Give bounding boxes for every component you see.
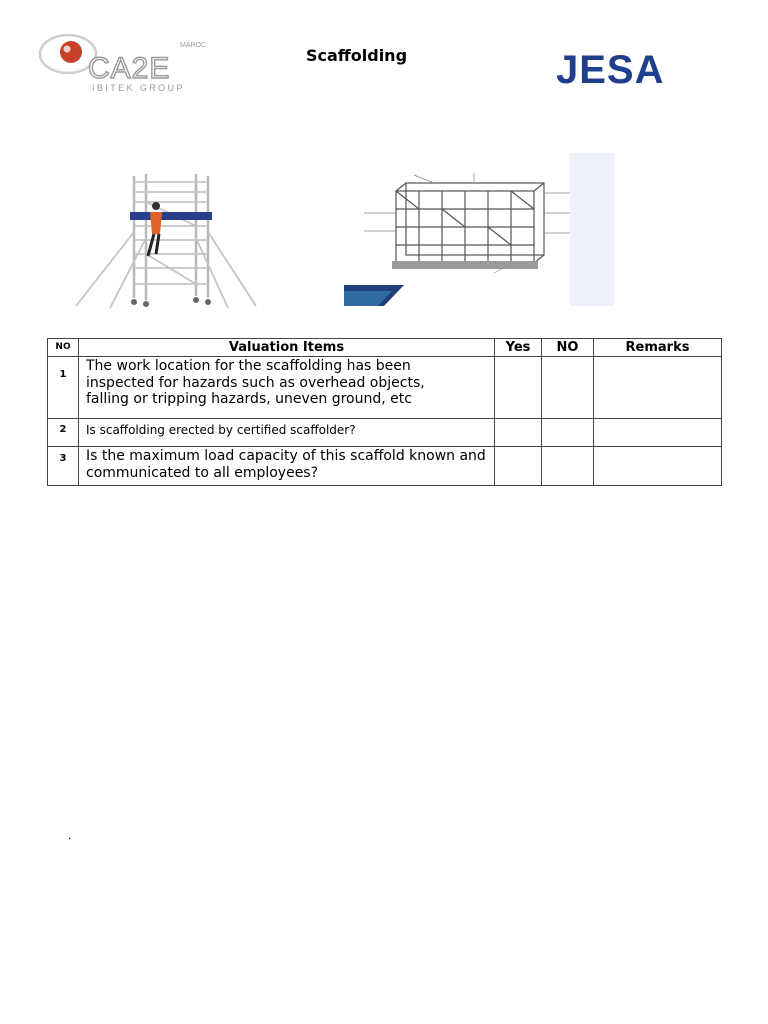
row-number: 3 <box>48 447 79 486</box>
table-row <box>48 357 722 419</box>
page-title: Scaffolding <box>306 46 408 65</box>
jesa-logo <box>556 48 712 88</box>
row-item-line: falling or tripping hazards, uneven ground, etc <box>86 391 412 407</box>
no-cell[interactable] <box>542 419 594 447</box>
ca2e-logo-tag: MAROC <box>180 42 207 49</box>
ca2e-logo-group: IBITEK GROUP <box>92 83 185 93</box>
row-item-line: communicated to all employees? <box>86 464 319 481</box>
header-no: NO <box>48 339 79 357</box>
row-item <box>79 357 495 419</box>
table-header-row <box>48 339 722 357</box>
header-yes: Yes <box>495 339 542 357</box>
remarks-cell[interactable] <box>594 447 722 486</box>
table-row <box>48 447 722 486</box>
no-cell[interactable] <box>542 447 594 486</box>
yes-cell[interactable] <box>495 357 542 419</box>
header-no-answer: NO <box>542 339 594 357</box>
row-item-line: Is scaffolding erected by certified scaffolder? <box>86 423 356 437</box>
remarks-cell[interactable] <box>594 419 722 447</box>
row-item-line: Is the maximum load capacity of this scaffold known and <box>86 448 486 464</box>
yes-cell[interactable] <box>495 419 542 447</box>
ca2e-logo-text: CA2E <box>88 52 171 85</box>
row-item <box>79 419 495 447</box>
header-valuation-items: Valuation Items <box>79 339 495 357</box>
table-row <box>48 419 722 447</box>
scaffold-tower-image <box>70 168 260 313</box>
row-item-line: The work location for the scaffolding has been <box>86 358 411 374</box>
row-number: 1 <box>48 357 79 419</box>
no-cell[interactable] <box>542 357 594 419</box>
row-item <box>79 447 495 486</box>
remarks-cell[interactable] <box>594 357 722 419</box>
scaffold-components-diagram <box>344 153 614 306</box>
checklist-table <box>47 338 722 486</box>
jesa-logo-text: JESA <box>556 48 665 88</box>
row-item-line: inspected for hazards such as overhead objects, <box>86 374 425 391</box>
row-number: 2 <box>48 419 79 447</box>
ca2e-logo <box>38 32 214 96</box>
yes-cell[interactable] <box>495 447 542 486</box>
footer-mark: . <box>68 828 72 842</box>
header-remarks: Remarks <box>594 339 722 357</box>
